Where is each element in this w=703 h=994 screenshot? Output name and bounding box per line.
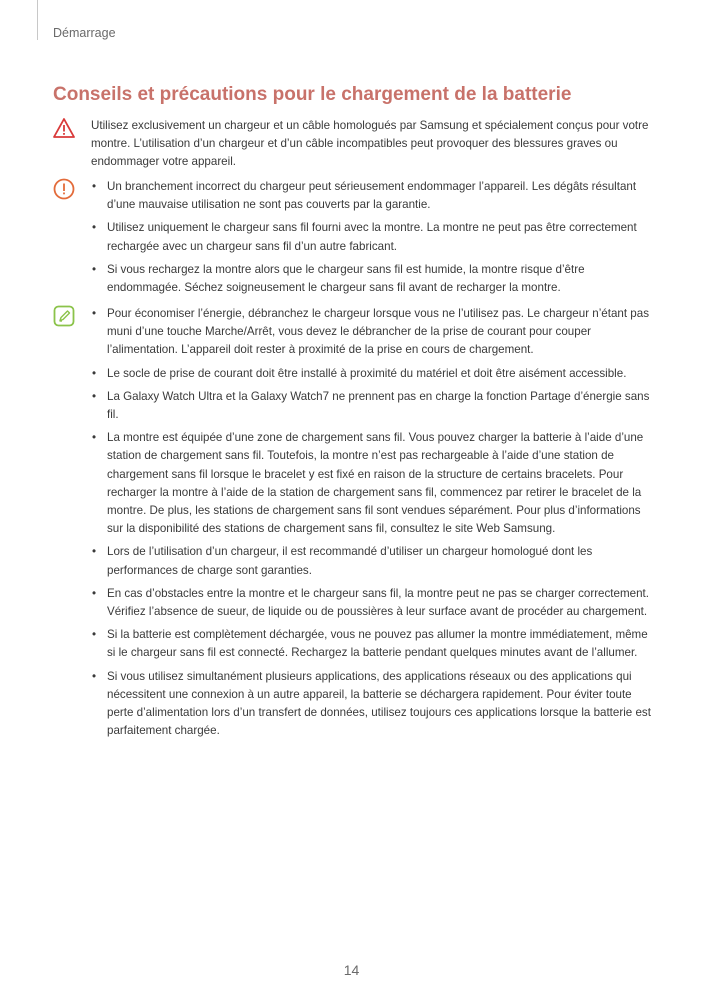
list-item: • Un branchement incorrect du chargeur peut sérieusement endommager l’appareil. Les dégâts résultant d’une mauvaise utilisation ne sont pas couverts par la garantie. (91, 178, 653, 214)
note-block (53, 305, 653, 745)
list-item: • Si la batterie est complètement déchargée, vous ne pouvez pas allumer la montre immédiatement, même si le chargeur sans fil est connecté. Rechargez la batterie pendant quelques minutes avant de l’allumer. (91, 626, 653, 662)
exclamation-circle-icon (53, 178, 75, 200)
list-item: • Si vous utilisez simultanément plusieurs applications, des applications réseaux ou des applications qui nécessitent une connexion à un autre appareil, la batterie se déchargera rapidement. Pour éviter toute perte d’alimentation lors d’un transfert de données, utilisez toujours ces applications lorsque la batterie est parfaitement chargée. (91, 668, 653, 741)
warning-triangle-icon (53, 117, 75, 139)
list-item: • Utilisez uniquement le chargeur sans fil fourni avec la montre. La montre ne peut pas être correctement rechargée avec un chargeur sans fil d’un autre fabricant. (91, 219, 653, 255)
page-title: Conseils et précautions pour le chargement de la batterie (53, 84, 572, 105)
list-item: • La montre est équipée d’une zone de chargement sans fil. Vous pouvez charger la batterie à l’aide d’une station de chargement sans fil. Toutefois, la montre n’est pas rechargeable à l’aide d’une station de chargement sans fil lorsque le bracelet y est fixé en raison de la structure de certains bracelets. Pour recharger la montre à l’aide de la station de chargement sans fil, commencez par retirer le bracelet de la montre. De plus, les stations de chargement sans fil sont vendues séparément. Pour plus d’informations sur la disponibilité des stations de chargement sans fil, consultez le site Web Samsung. (91, 429, 653, 538)
note-pencil-icon (53, 305, 75, 327)
warning-text: Utilisez exclusivement un chargeur et un câble homologués par Samsung et spécialement conçus pour votre montre. L’utilisation d’un chargeur et d’un câble incompatibles peut provoquer des blessures graves ou endommager votre appareil. (91, 119, 649, 169)
page-number: 14 (343, 962, 360, 978)
list-item: • Pour économiser l’énergie, débranchez le chargeur lorsque vous ne l’utilisez pas. Le chargeur n’étant pas muni d’une touche Marche/Arrêt, vous devez le débrancher de la prise de courant pour couper l’alimentation. L’appareil doit rester à proximité de la prise en cours de chargement. (91, 305, 653, 360)
list-item: • Si vous rechargez la montre alors que le chargeur sans fil est humide, la montre risque d’être endommagée. Séchez soigneusement le chargeur sans fil avant de recharger la montre. (91, 261, 653, 297)
warning-block (53, 117, 653, 172)
list-item: • La Galaxy Watch Ultra et la Galaxy Watch7 ne prennent pas en charge la fonction Partage d’énergie sans fil. (91, 388, 653, 424)
caution-block (53, 178, 653, 302)
header-divider (37, 0, 38, 40)
list-item: • Lors de l’utilisation d’un chargeur, il est recommandé d’utiliser un chargeur homologué dont les performances de charge sont garanties. (91, 543, 653, 579)
section-label: Démarrage (53, 26, 116, 40)
list-item: • Le socle de prise de courant doit être installé à proximité du matériel et doit être aisément accessible. (91, 365, 653, 383)
list-item: • En cas d’obstacles entre la montre et le chargeur sans fil, la montre peut ne pas se charger correctement. Vérifiez l’absence de sueur, de liquide ou de poussières à leur surface avant de procéder au chargement. (91, 585, 653, 621)
